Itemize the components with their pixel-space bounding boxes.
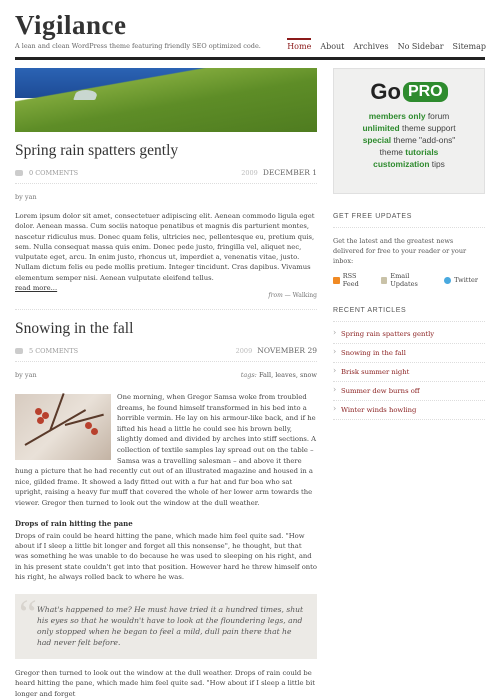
quote-mark-icon: “: [19, 591, 37, 637]
rss-feed-link[interactable]: RSS Feed: [342, 272, 359, 288]
post-byline: [15, 371, 317, 379]
updates-text: Get the latest and the greatest news delivered for free to your reader or your inbox:: [333, 237, 467, 265]
list-item[interactable]: › Snowing in the fall: [333, 344, 485, 363]
main-content: [15, 68, 317, 699]
tag-links[interactable]: Fall, leaves, snow: [258, 371, 317, 380]
post-date: [236, 346, 317, 355]
gopro-features: members only forum unlimited theme support special theme "add-ons" theme tutorials customization tips: [362, 111, 456, 169]
recent-articles-list: [333, 325, 485, 420]
comments-count: 5 COMMENTS: [29, 346, 79, 355]
post-tags: tags: Fall, leaves, snow: [240, 371, 317, 380]
feed-links: [333, 272, 485, 288]
read-more-link[interactable]: read more...: [15, 284, 58, 293]
rss-icon: [333, 277, 340, 284]
post-year: 2009: [235, 347, 253, 356]
post-title[interactable]: Spring rain spatters gently: [15, 142, 179, 159]
post-body: One morning, when Gregor Samsa woke from troubled dreams, he found himself transformed in his bed into a horrible vermin. He lay on his armour-like back, and if he lifted his head a little he could see his brown belly, slightly domed and divided by arches into stiff sections. A collection of textile samples lay spread out on the table – Samsa was a travelling salesman – and above it there hung a picture that he had recently cut out of an illustrated magazine and housed in a nice, gilded frame. It showed a lady fitted out with a fur hat and fur boa who sat upright, raising a heavy fur muff that covered the whole of her lower arm towards the viewer. Gregor then turned to look out the window at the dull weather.: [15, 393, 317, 508]
email-icon: [381, 277, 388, 284]
post-excerpt: Lorem ipsum dolor sit amet, consectetuer adipiscing elit. Aenean commodo ligula eget dolor. Aenean massa. Cum sociis natoque penatibus et magnis dis parturient montes, nascetur ridiculus mus. Donec quam felis, ultricies nec, pellentesque eu, pretium quis, sem. Nulla consequat massa quis enim. Donec pede justo, fringilla vel, aliquet nec, vulputate eget, arcu. In enim justo, rhoncus ut, imperdiet a, venenatis vitae, justo. Nullam dictum felis eu pede mollis pretium. Integer tincidunt. Cras dapibus. Vivamus elementum semper nisi. Aenean vulputate eleifend tellus.: [15, 212, 315, 282]
nav-item-sitemap[interactable]: Sitemap: [452, 42, 486, 51]
post-subheading: Drops of rain hitting the pane: [15, 518, 133, 528]
post-paragraph: Drops of rain could be heard hitting the pane, which made him feel quite sad. "How about if I sleep a little bit longer and forget all this nonsense", he thought, but that was something he was unable to do because he was used to sleeping on his right, and in his present state couldn't get into that position. However hard he threw himself onto his right, he always rolled back to where he was.: [15, 531, 317, 581]
recent-articles-heading: RECENT ARTICLES: [333, 307, 485, 322]
post-day-month: DECEMBER 1: [262, 168, 317, 177]
post-title[interactable]: Snowing in the fall: [15, 320, 134, 338]
comments-link[interactable]: [15, 169, 78, 177]
gopro-logo: Go PRO: [334, 79, 484, 105]
nav-item-home[interactable]: Home: [287, 38, 311, 51]
post-day-month: NOVEMBER 29: [257, 346, 317, 356]
post-category: from — Walking: [15, 292, 317, 310]
category-link[interactable]: Walking: [292, 292, 317, 300]
comment-icon: [15, 348, 23, 354]
nav-item-no-sidebar[interactable]: No Sidebar: [397, 42, 444, 51]
main-nav: [278, 38, 486, 51]
quote-text: What's happened to me? He must have tried it a hundred times, shut his eyes so that he wouldn't have to look at the floundering legs, and only stopped when he began to feel a mild, dull pain there that he had never felt before.: [37, 605, 304, 648]
list-item[interactable]: › Summer dew burns off: [333, 382, 485, 401]
post-banner-image[interactable]: [15, 68, 317, 132]
post-year: 2009: [241, 169, 258, 177]
updates-heading: GET FREE UPDATES: [333, 213, 485, 228]
post-meta: [15, 346, 317, 362]
comments-count: 0 COMMENTS: [29, 168, 79, 177]
sidebar: [333, 68, 485, 420]
blockquote: [15, 591, 317, 659]
post-thumbnail-image: [15, 394, 111, 460]
from-label: from: [268, 292, 283, 300]
list-item[interactable]: › Brisk summer night: [333, 363, 485, 382]
post-paragraph: Gregor then turned to look out the window at the dull weather. Drops of rain could be heard hitting the pane, which made him feel quite sad. "How about if I sleep a little bit longer and forget: [15, 669, 315, 698]
gopro-ad[interactable]: [333, 68, 485, 194]
list-item[interactable]: › Spring rain spatters gently: [333, 325, 485, 344]
post-date: [241, 168, 317, 177]
post-meta: [15, 168, 317, 184]
twitter-icon: [444, 277, 451, 284]
nav-item-archives[interactable]: Archives: [353, 42, 389, 51]
post-byline: [15, 193, 317, 201]
post-author: by yan: [15, 193, 37, 201]
twitter-link[interactable]: Twitter: [454, 276, 478, 284]
comment-icon: [15, 170, 23, 176]
site-description: A lean and clean WordPress theme featuring friendly SEO optimized code.: [15, 42, 261, 50]
email-updates-link[interactable]: Email Updates: [390, 272, 418, 288]
post-author: by yan: [15, 371, 37, 380]
comments-link[interactable]: [15, 347, 78, 355]
site-title[interactable]: Vigilance: [15, 10, 127, 40]
list-item[interactable]: › Winter winds howling: [333, 401, 485, 420]
header-divider: [15, 57, 485, 60]
nav-item-about[interactable]: About: [320, 42, 345, 51]
